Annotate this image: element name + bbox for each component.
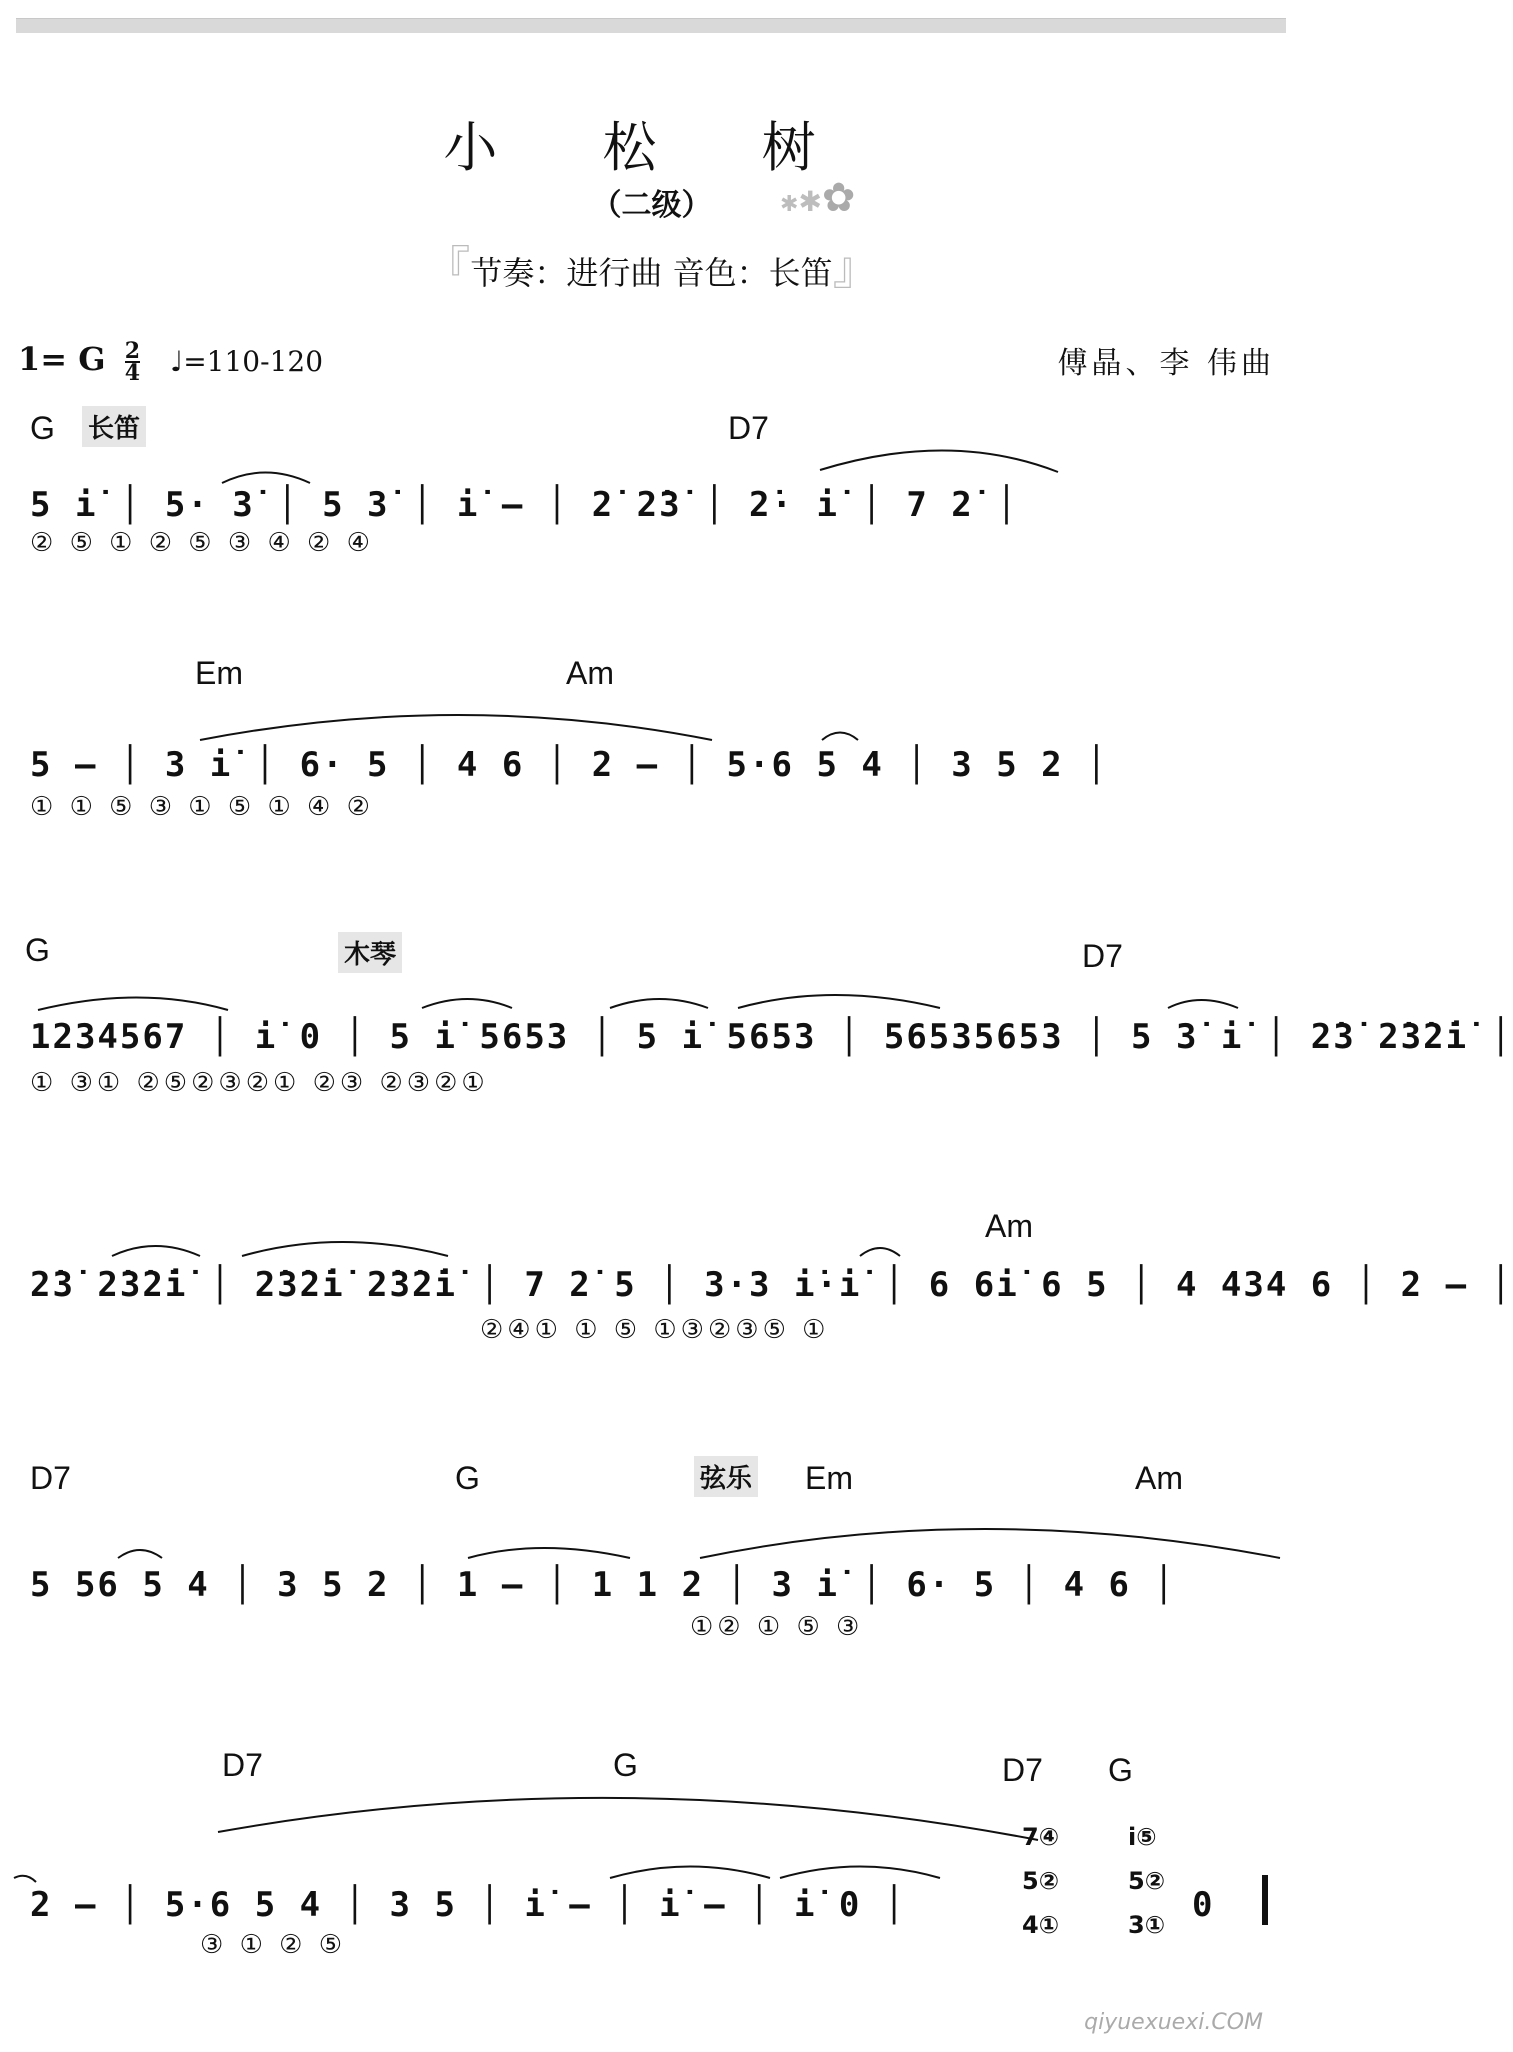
chord-symbol: Em — [195, 655, 243, 691]
slur — [610, 1867, 770, 1879]
chord-symbol: D7 — [728, 410, 769, 446]
flower-decoration-icon: ✱✱✿ — [780, 175, 856, 221]
chord-symbol: G — [455, 1460, 480, 1496]
chord-symbol: G — [25, 932, 50, 968]
top-rule — [16, 18, 1286, 33]
notation-line: 2̇3̇ 2̇3̇2̇i̇ │ 2̇3̇2̇i̇ 2̇3̇2̇i̇ │ 7 2̇ 5 │ 3·3 i̇·i̇ │ 6 6i̇ 6 5 │ 4 434 6 │ 2 – │ — [30, 1265, 1513, 1305]
fingering-line: ② ⑤ ① ② ⑤ ③ ④ ② ④ — [30, 528, 374, 558]
slur — [468, 1548, 630, 1558]
chord-symbol: D7 — [1002, 1752, 1043, 1788]
close-bracket-icon: 』 — [832, 241, 879, 295]
fingering-line: ②④① ① ⑤ ①③②③⑤ ① — [480, 1315, 830, 1345]
style-line — [0, 232, 1303, 298]
final-chord-left: 7④ 5② 4① — [1022, 1823, 1060, 1939]
notation-line: 5 i̇ │ 5· 3̇ │ 5 3̇ │ i̇ – │ 2̇ 2̇3̇ │ 2̇· i̇ │ 7 2̇ │ — [30, 485, 1019, 525]
instrument-label: 弦乐 — [694, 1456, 758, 1497]
chord-symbol: D7 — [30, 1460, 71, 1496]
time-bottom: 4 — [124, 359, 140, 386]
fingering-line: ③ ① ② ⑤ — [200, 1930, 347, 1960]
slur — [112, 1246, 200, 1256]
rhythm-timbre-text: 节奏：进行曲 音色：长笛 — [470, 254, 833, 292]
slur — [222, 473, 310, 484]
chord-symbol: D7 — [1082, 938, 1123, 974]
slur — [860, 1248, 900, 1256]
chord-symbol: G — [1108, 1752, 1133, 1788]
slur — [610, 999, 708, 1008]
watermark: qiyuexuexi.COM — [1084, 2010, 1263, 2035]
slur — [422, 999, 512, 1008]
notation-line: 1234567 │ i̇ 0 │ 5 i̇ 5653 │ 5 i̇ 5653 │ 56535653 │ 5 3̇ i̇ │ 2̇3̇ 2̇3̇2̇i̇ │ — [30, 1017, 1513, 1057]
slur — [200, 715, 712, 740]
level-label: （二级） — [591, 188, 712, 223]
composer: 傅晶、李 伟曲 — [1057, 346, 1275, 381]
final-chord-right: i̇⑤ 5② 3① — [1128, 1823, 1166, 1939]
instrument-label: 长笛 — [82, 406, 146, 447]
chord-symbol: G — [613, 1747, 638, 1783]
notation-line: 5 – │ 3 i̇ │ 6· 5 │ 4 6 │ 2 – │ 5·6 5 4 │ 3 5 2 │ — [30, 745, 1109, 785]
song-title: 小 松 树 — [443, 116, 860, 179]
slur — [700, 1529, 1280, 1558]
final-barline — [1262, 1875, 1268, 1925]
time-signature — [124, 337, 140, 386]
final-rest: 0 — [1192, 1885, 1215, 1925]
slur — [820, 450, 1058, 472]
slur — [118, 1550, 162, 1558]
notation-line: 5 56 5 4 │ 3 5 2 │ 1 – │ 1 1 2 │ 3 i̇ │ 6· 5 │ 4 6 │ — [30, 1565, 1176, 1605]
chord-symbol: G — [30, 410, 55, 446]
fingering-line: ① ① ⑤ ③ ① ⑤ ① ④ ② — [30, 792, 374, 822]
key-signature — [18, 337, 148, 386]
slur — [14, 1876, 36, 1882]
key-text: 1= G — [18, 340, 106, 378]
chord-symbol: Am — [1135, 1460, 1183, 1496]
time-top: 2 — [124, 337, 140, 364]
slur — [738, 995, 940, 1008]
slur — [1168, 1000, 1238, 1008]
instrument-label: 木琴 — [338, 932, 402, 973]
fingering-line: ①② ① ⑤ ③ — [690, 1612, 864, 1642]
chord-symbol: D7 — [222, 1747, 263, 1783]
fingering-line: ① ③① ②⑤②③②① ②③ ②③②① — [30, 1068, 489, 1098]
notation-line: 2 – │ 5·6 5 4 │ 3 5 │ i̇ – │ i̇ – │ i̇ 0 │ — [30, 1885, 907, 1925]
slur — [218, 1798, 1038, 1840]
chord-symbol: Am — [985, 1208, 1033, 1244]
tempo-marking: ♩=110-120 — [170, 345, 324, 378]
chord-symbol: Am — [566, 655, 614, 691]
slur — [822, 733, 858, 741]
slur — [780, 1867, 940, 1879]
open-bracket-icon: 『 — [424, 241, 471, 295]
slur — [242, 1242, 448, 1256]
slur — [38, 998, 228, 1011]
chord-symbol: Em — [805, 1460, 853, 1496]
